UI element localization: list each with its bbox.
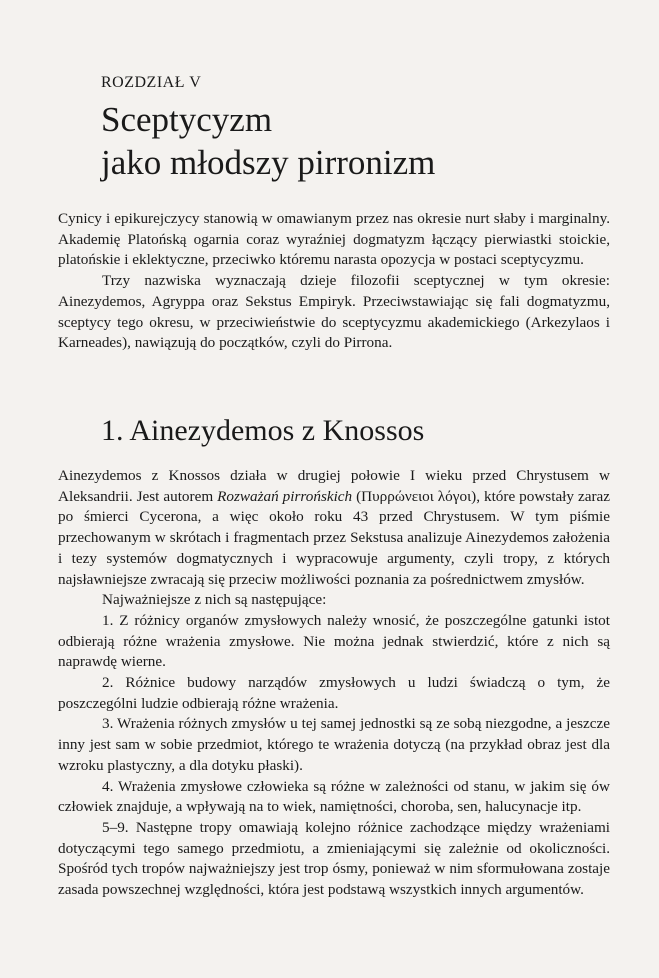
trope-paragraph: 1. Z różnicy organów zmysłowych należy wnosić, że poszczególne gatunki istot odbierają różne wrażenia zmysłowe. Nie można jednak stwierdzić, które z nich są naprawdę wierne. xyxy=(58,611,610,671)
chapter-title-line-2: jako młodszy pirronizm xyxy=(101,143,436,182)
chapter-title-line-1: Sceptycyzm xyxy=(101,100,273,139)
paragraph-text: Ainezydemos z Knossos działa w drugiej połowie I wieku przed Chrystusem w Aleksandrii. Jest autorem xyxy=(58,467,610,505)
paragraph-text: (Πυρρώνειοι λόγοι), które powstały zaraz po śmierci Cycerona, a więc około roku 43 przed Chrystusem. W tym piśmie przechowanym w skrótach i fragmentach przez Sekstusa analizuje Ainezydemos założenia i tezy systemów dogmatycznych i wypracowuje argumenty, czyli tropy, z których najsławniejsze zwracają się przeciw możliwości poznania za pośrednictwem zmysłów. xyxy=(58,487,610,588)
chapter-label: ROZDZIAŁ V xyxy=(101,74,202,91)
trope-paragraph: 5–9. Następne tropy omawiają kolejno różnice zachodzące między wrażeniami dotyczącymi tego samego przedmiotu, a zmieniającymi się zależnie od okoliczności. Spośród tych tropów najważniejszy jest trop ósmy, ponieważ w nim sformułowana zostaje zasada powszechnej względności, która jest podstawą wszystkich innych argumentów. xyxy=(58,818,610,899)
trope-paragraph: 3. Wrażenia różnych zmysłów u tej samej jednostki są ze sobą niezgodne, a jeszcze inny jest sam w sobie przedmiot, którego te wrażenia dotyczą (na przykład obraz jest dla wzroku plastyczny, a dla dotyku płaski). xyxy=(58,715,610,774)
section-paragraph xyxy=(58,466,610,590)
trope-paragraph: 4. Wrażenia zmysłowe człowieka są różne w zależności od stanu, w jakim się ów człowiek znajduje, a wpływają na to wiek, namiętności, choroba, sen, halucynacje itp. xyxy=(58,777,610,816)
intro-paragraph: Trzy nazwiska wyznaczają dzieje filozofii sceptycznej w tym okresie: Ainezydemos, Agryppa oraz Sekstus Empiryk. Przeciwstawiając się fali dogmatyzmu, sceptycy tego okresu, w przeciwieństwie do sceptycyzmu akademickiego (Arkezylaos i Karneades), nawiązują do początków, czyli do Pirrona. xyxy=(58,272,610,352)
intro-paragraph: Cynicy i epikurejczycy stanowią w omawianym przez nas okresie nurt słaby i marginalny. Akademię Platońską ogarnia coraz wyraźniej dogmatyzm łączący pierwiastki stoickie, platońskie i eklektyczne, przeciwko któremu narasta opozycja w postaci sceptycyzmu. xyxy=(58,210,610,269)
book-title-italic: Rozważań pirrońskich xyxy=(217,487,353,505)
trope-paragraph: 2. Różnice budowy narządów zmysłowych u ludzi świadczą o tym, że poszczególni ludzie odbierają różne wrażenia. xyxy=(58,674,610,712)
chapter-title xyxy=(101,98,435,184)
intro-text xyxy=(58,209,610,354)
section-title: 1. Ainezydemos z Knossos xyxy=(101,414,425,447)
section-text xyxy=(58,466,610,901)
section-paragraph: Najważniejsze z nich są następujące: xyxy=(102,591,327,609)
